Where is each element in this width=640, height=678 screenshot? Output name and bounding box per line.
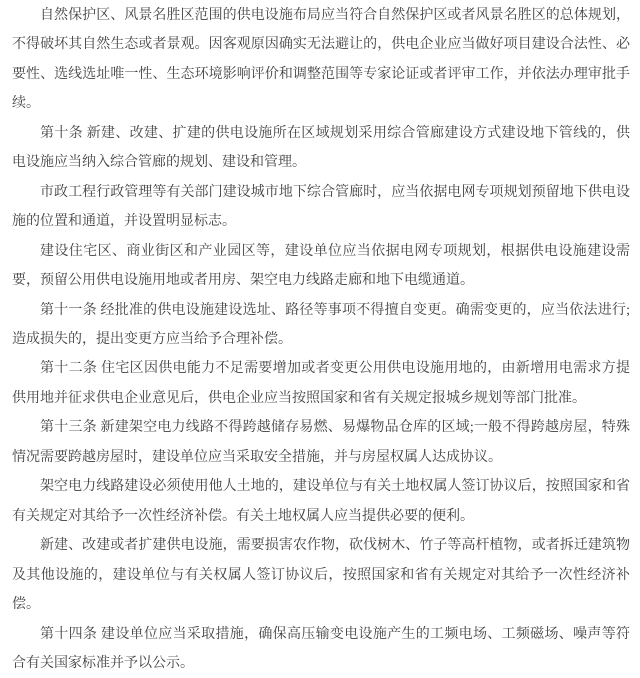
paragraph-article-14: 第十四条 建设单位应当采取措施，确保高压输变电设施产生的工频电场、工频磁场、噪声等符合有关国家标准并予以公示。 — [12, 626, 630, 671]
paragraph-article-12: 第十二条 住宅区因供电能力不足需要增加或者变更公用供电设施用地的，由新增用电需求方提供用地并征求供电企业意见后，供电企业应当按照国家和省有关规定报城乡规划等部门批准。 — [12, 361, 630, 406]
paragraph-residential-commercial-reserve: 建设住宅区、商业街区和产业园区等，建设单位应当依据电网专项规划，根据供电设施建设需要，预留公用供电设施用地或者用房、架空电力线路走廊和地下电缆通道。 — [12, 243, 630, 289]
paragraph-nature-reserve-planning: 自然保护区、风景名胜区范围的供电设施布局应当符合自然保护区或者风景名胜区的总体规划，不得破坏其自然生态或者景观。因客观原因确实无法避让的，供电企业应当做好项目建设合法性、必要性、选线选址唯一性、生态环境影响评价和调整范围等专家论证或者评审工作，并依法办理审批手续。 — [12, 8, 630, 112]
paragraph-compensation-crops-buildings: 新建、改建或者扩建供电设施，需要损害农作物，砍伐树木、竹子等高杆植物，或者拆迁建筑物及其他设施的，建设单位与有关权属人签订协议后，按照国家和省有关规定对其给予一次性经济补偿。 — [12, 538, 630, 613]
paragraph-article-13: 第十三条 新建架空电力线路不得跨越储存易燃、易爆物品仓库的区域;一般不得跨越房屋，特殊情况需要跨越房屋时，建设单位应当采取安全措施，并与房屋权属人达成协议。 — [12, 420, 630, 465]
paragraph-overhead-line-land-use: 架空电力线路建设必须使用他人土地的，建设单位与有关土地权属人签订协议后，按照国家和省有关规定对其给予一次性经济补偿。有关土地权属人应当提供必要的便利。 — [12, 479, 630, 524]
paragraph-article-11: 第十一条 经批准的供电设施建设选址、路径等事项不得擅自变更。确需变更的，应当依法进行;造成损失的，提出变更方应当给予合理补偿。 — [12, 302, 630, 347]
paragraph-municipal-utility-tunnel: 市政工程行政管理等有关部门建设城市地下综合管廊时，应当依据电网专项规划预留地下供电设施的位置和通道，并设置明显标志。 — [12, 184, 630, 230]
paragraph-article-10: 第十条 新建、改建、扩建的供电设施所在区域规划采用综合管廊建设方式建设地下管线的，供电设施应当纳入综合管廊的规划、建设和管理。 — [12, 125, 630, 171]
